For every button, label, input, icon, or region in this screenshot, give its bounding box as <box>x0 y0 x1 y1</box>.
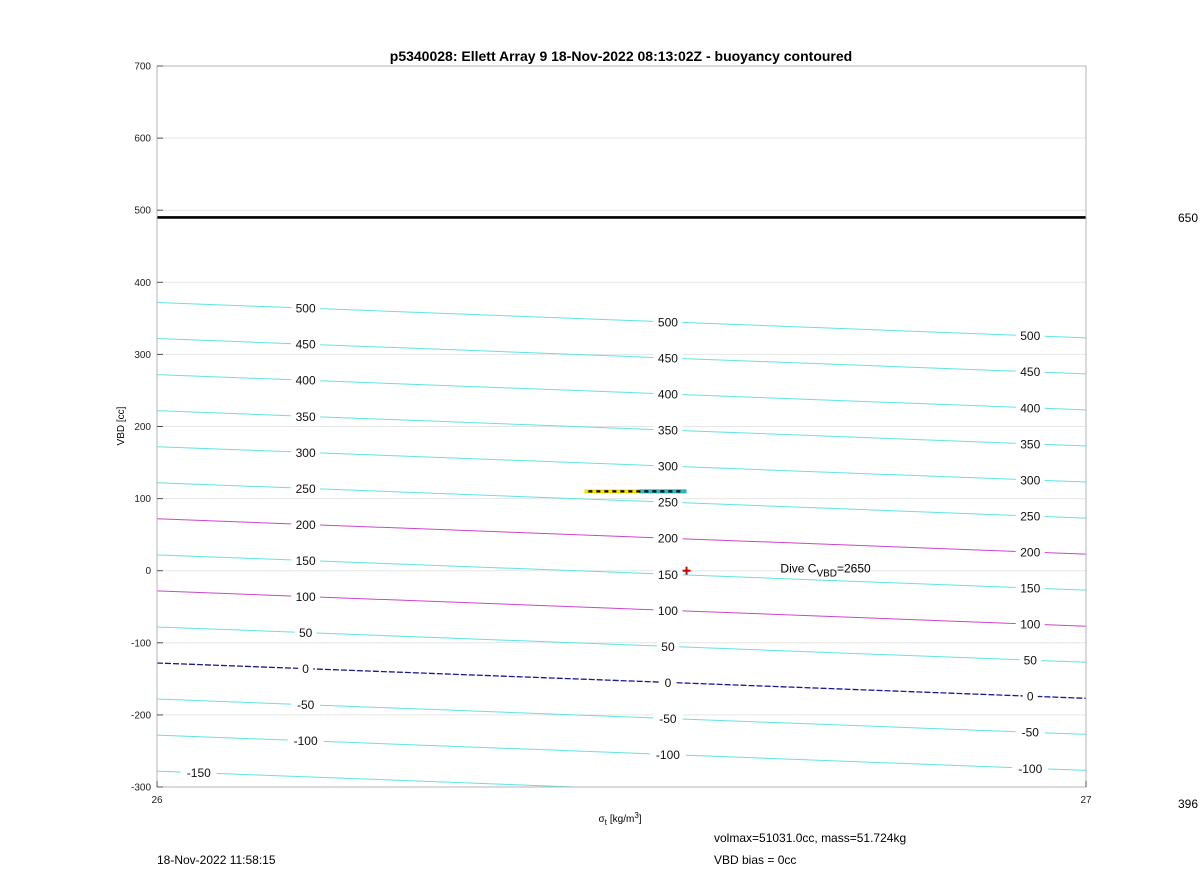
contour-label-0-1: 0 <box>664 675 672 690</box>
x-axis-label-unit: [kg/m <box>609 814 635 825</box>
contour-label-500-0: 500 <box>295 301 316 316</box>
y-tick-label--100: -100 <box>130 638 151 650</box>
y-tick-label-600: 600 <box>134 133 151 145</box>
contour-line--150 <box>157 771 575 787</box>
contour-label-250-0: 250 <box>295 481 316 496</box>
x-axis-label-end: ] <box>638 814 642 825</box>
y-tick-label-200: 200 <box>134 422 151 433</box>
contour-label-450-1: 450 <box>657 351 678 366</box>
contour-label-200-0: 200 <box>295 517 316 532</box>
contour-label-500-2: 500 <box>1020 329 1041 344</box>
contour-label--100-0: -100 <box>293 734 318 749</box>
y-tick-label-0: 0 <box>145 566 151 578</box>
contour-label-300-0: 300 <box>295 445 316 460</box>
contour-label-350-0: 350 <box>295 409 316 424</box>
contour-label-150-0: 150 <box>295 553 316 568</box>
y-tick-label-400: 400 <box>134 277 151 289</box>
contour-label-450-0: 450 <box>295 337 316 352</box>
contour-label-350-2: 350 <box>1020 437 1041 452</box>
contour-line-0 <box>157 663 1086 698</box>
y-axis-label: VBD [cc] <box>116 406 127 446</box>
contour-label--50-1: -50 <box>659 711 677 726</box>
contour-label-300-2: 300 <box>1020 473 1041 488</box>
x-axis-label-sup: 3 <box>634 811 639 820</box>
y-tick-label-300: 300 <box>134 349 151 361</box>
contour-label-250-2: 250 <box>1020 509 1041 524</box>
side-value-top: 650 <box>1178 211 1199 225</box>
contour-labels <box>181 300 1048 781</box>
contour-label-300-1: 300 <box>657 459 678 474</box>
contour-label-500-1: 500 <box>657 315 678 330</box>
x-tick-label-27: 27 <box>1080 795 1092 806</box>
side-value-bottom: 396 <box>1178 797 1199 811</box>
y-tick-label--200: -200 <box>130 710 151 722</box>
y-tick-label-700: 700 <box>134 61 151 73</box>
contour-label-50-0: 50 <box>298 626 313 641</box>
contour-label-200-2: 200 <box>1020 545 1041 560</box>
y-tick-label-100: 100 <box>134 494 151 506</box>
x-tick-label-26: 26 <box>151 795 163 806</box>
y-tick-labels <box>131 62 163 794</box>
y-tick-label--300: -300 <box>130 782 151 794</box>
contour-label-150-2: 150 <box>1020 581 1041 596</box>
y-tick-label-500: 500 <box>134 205 151 217</box>
contour-label-0-0: 0 <box>302 662 309 677</box>
annotation-sub: VBD <box>816 568 838 580</box>
contour-label-100-2: 100 <box>1020 617 1041 632</box>
contour-label-400-2: 400 <box>1020 401 1041 416</box>
contour-label-250-1: 250 <box>657 495 678 510</box>
contour-label-450-2: 450 <box>1020 365 1041 380</box>
contour-label-50-2: 50 <box>1023 653 1037 668</box>
contour-label-100-0: 100 <box>295 590 316 605</box>
x-axis-label <box>598 811 641 827</box>
footer-timestamp: 18-Nov-2022 11:58:15 <box>157 853 276 867</box>
contour-label-400-0: 400 <box>295 373 316 388</box>
annotation-rest: =2650 <box>837 561 871 576</box>
dive-cvbd-annotation <box>780 562 871 580</box>
contour-label--50-2: -50 <box>1021 725 1039 740</box>
contour-label-150-1: 150 <box>657 567 678 582</box>
contour-label-200-1: 200 <box>657 531 678 546</box>
cvbd-marker <box>683 567 691 575</box>
contour-label--100-1: -100 <box>655 748 680 763</box>
contour-label--50-0: -50 <box>296 698 315 713</box>
contour-label-350-1: 350 <box>657 423 678 438</box>
contour-label-100-1: 100 <box>657 603 678 618</box>
contour-label-0-2: 0 <box>1026 689 1034 704</box>
footer-volmax: volmax=51031.0cc, mass=51.724kg <box>714 831 907 845</box>
grid-lines <box>157 66 1086 787</box>
annotation-main: Dive C <box>780 561 817 576</box>
contour-label--150-0: -150 <box>186 766 211 781</box>
contour-label-400-1: 400 <box>657 387 678 402</box>
contour-label-50-1: 50 <box>661 639 675 654</box>
contour-label--100-2: -100 <box>1018 761 1043 776</box>
x-axis-label-sigma: σ <box>598 814 605 825</box>
x-tick-labels <box>151 781 1092 806</box>
x-axis-label-sub: t <box>604 818 607 827</box>
footer-vbd-bias: VBD bias = 0cc <box>714 853 797 867</box>
chart-title: p5340028: Ellett Array 9 18-Nov-2022 08:13:02Z - buoyancy contoured <box>389 48 853 64</box>
